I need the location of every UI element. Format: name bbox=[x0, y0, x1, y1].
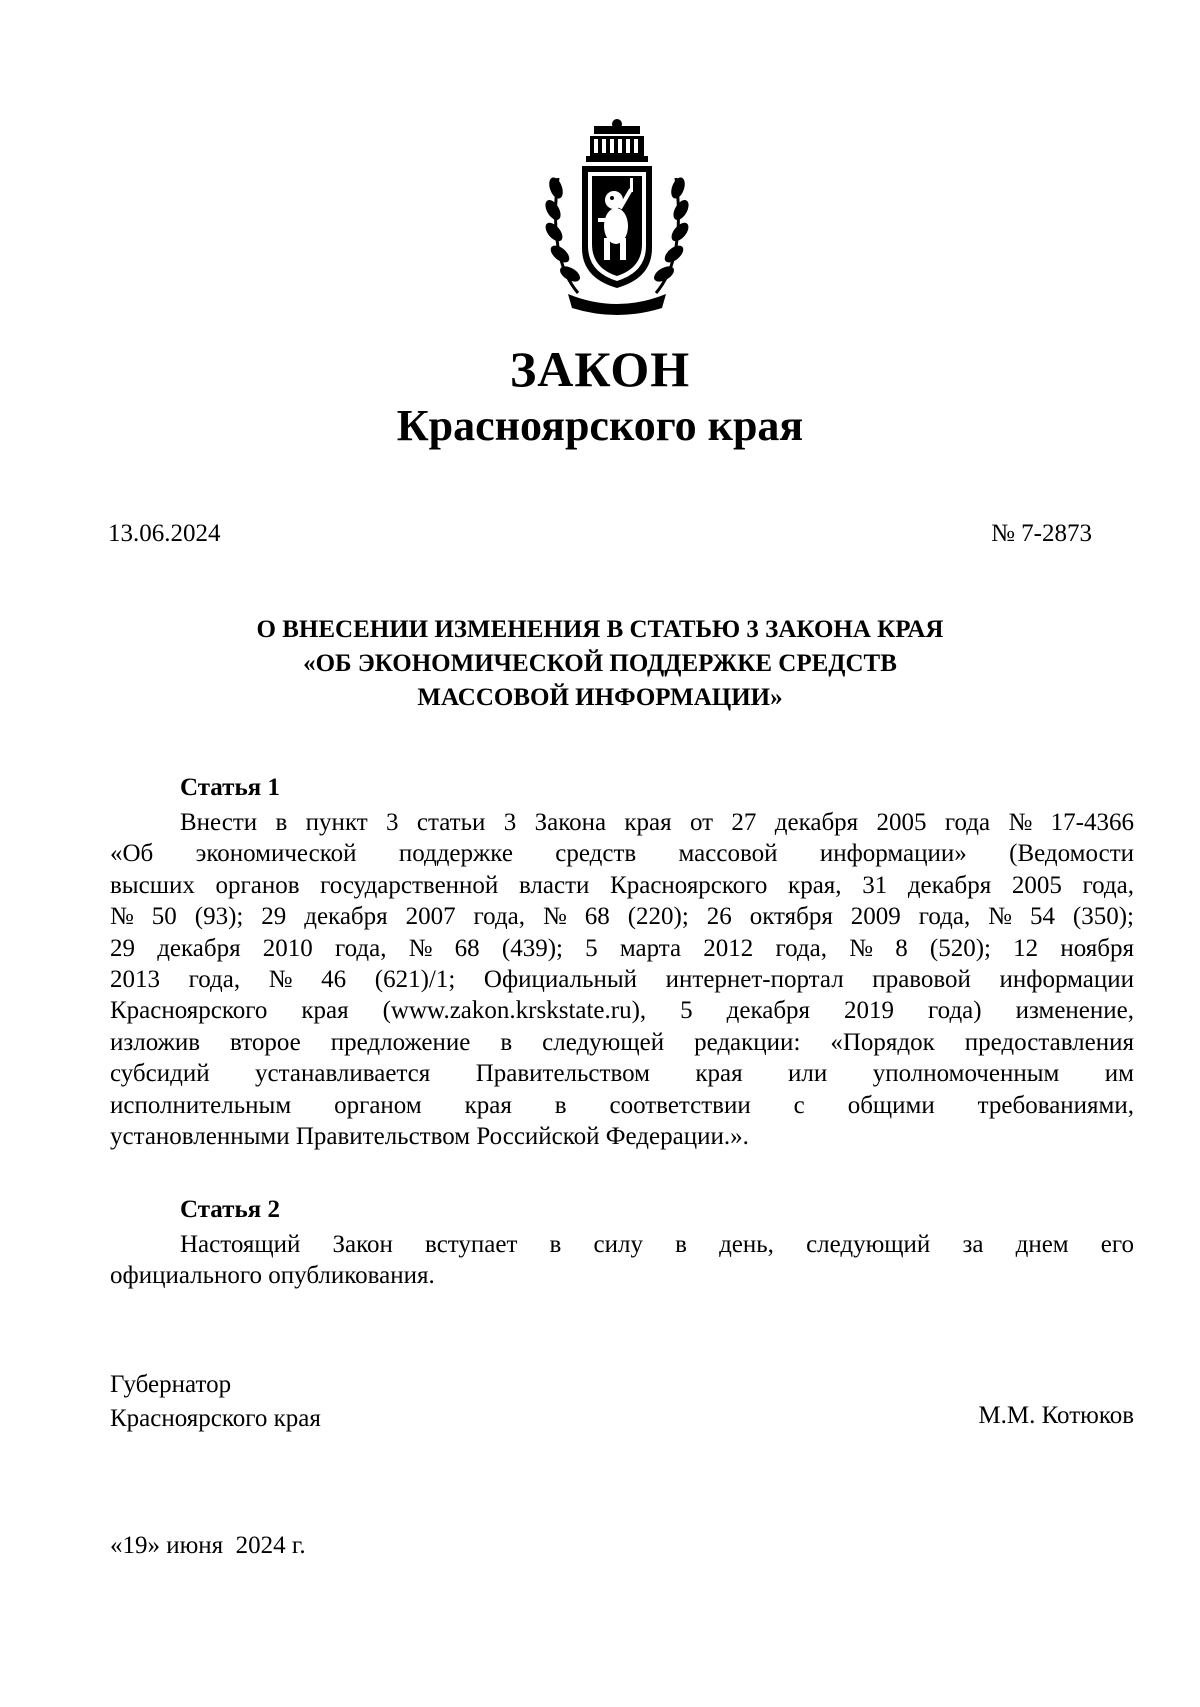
coat-of-arms-icon bbox=[538, 118, 696, 318]
text-line: Внести в пункт 3 статьи 3 Закона края от 27 декабря 2005 года № 17-4366 bbox=[180, 809, 1134, 836]
article-2-title: Статья 2 bbox=[180, 1196, 280, 1223]
text-line: 2013 года, № 46 (621)/1; Официальный интернет-портал правовой информации bbox=[110, 966, 1134, 994]
article-1-title: Статья 1 bbox=[180, 774, 280, 801]
text-line: Настоящий Закон вступает в силу в день, следующий за днем его bbox=[180, 1231, 1134, 1258]
text-line: изложив второе предложение в следующей редакции: «Порядок предоставления bbox=[110, 1028, 1134, 1056]
region-title: Красноярского края bbox=[396, 401, 804, 450]
signer-name: М.М. Котюков bbox=[978, 1402, 1134, 1429]
law-heading bbox=[0, 613, 1200, 715]
article-1-text bbox=[110, 807, 1134, 1152]
document-date: 13.06.2024 bbox=[108, 520, 221, 547]
text-line: официального опубликования. bbox=[110, 1262, 435, 1290]
signer-position-line: Губернатор bbox=[110, 1371, 232, 1398]
text-line: № 50 (93); 29 декабря 2007 года, № 68 (220); 26 октября 2009 года, № 54 (350); bbox=[110, 903, 1134, 931]
law-label: ЗАКОН bbox=[509, 341, 691, 397]
signing-date: «19» июня 2024 г. bbox=[110, 1532, 306, 1559]
signer-position-line: Красноярского края bbox=[110, 1405, 321, 1432]
text-line: 29 декабря 2010 года, № 68 (439); 5 марта 2012 года, № 8 (520); 12 ноября bbox=[110, 934, 1134, 962]
document-number: № 7-2873 bbox=[991, 520, 1092, 547]
article-2-text bbox=[110, 1229, 1134, 1292]
text-line: установленными Правительством Российской Федерации.». bbox=[110, 1123, 749, 1151]
heading-line: «ОБ ЭКОНОМИЧЕСКОЙ ПОДДЕРЖКЕ СРЕДСТВ bbox=[303, 650, 897, 677]
text-line: субсидий устанавливается Правительством края или уполномоченным им bbox=[110, 1060, 1134, 1088]
text-line: «Об экономической поддержке средств массовой информации» (Ведомости bbox=[110, 840, 1134, 868]
heading-line: О ВНЕСЕНИИ ИЗМЕНЕНИЯ В СТАТЬЮ 3 ЗАКОНА КРАЯ bbox=[256, 616, 944, 643]
text-line: высших органов государственной власти Красноярского края, 31 декабря 2005 года, bbox=[110, 871, 1134, 899]
heading-line: МАССОВОЙ ИНФОРМАЦИИ» bbox=[417, 684, 783, 711]
text-line: Красноярского края (www.zakon.krskstate.ru), 5 декабря 2019 года) изменение, bbox=[110, 997, 1134, 1025]
text-line: исполнительным органом края в соответствии с общими требованиями, bbox=[110, 1091, 1134, 1119]
signer-position bbox=[110, 1368, 321, 1436]
